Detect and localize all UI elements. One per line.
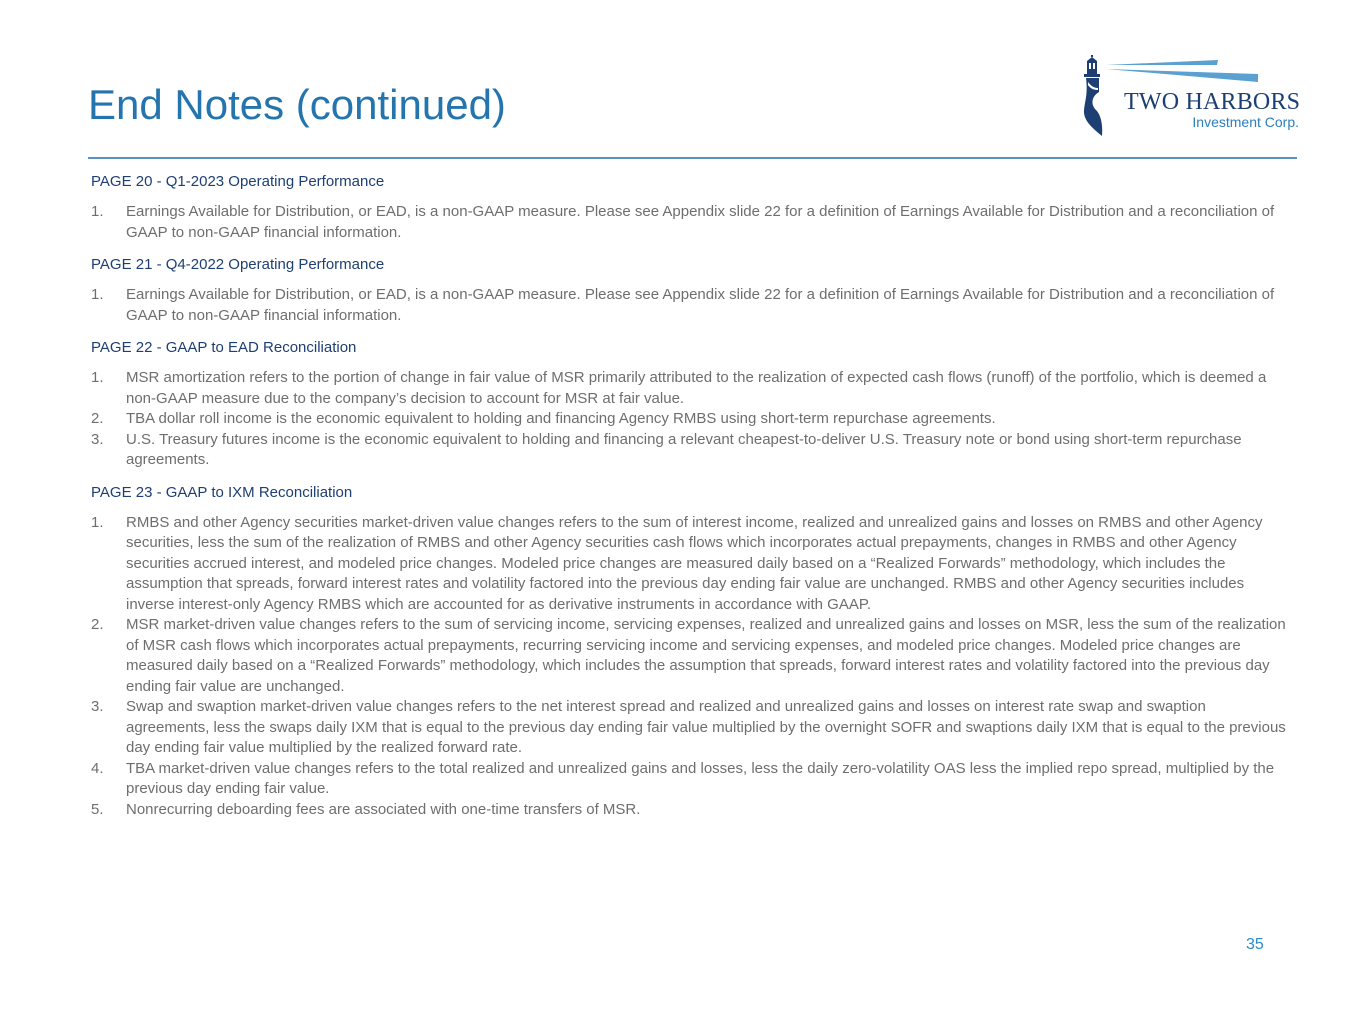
page-title: End Notes (continued) [88, 81, 506, 128]
note-text: TBA dollar roll income is the economic equivalent to holding and financing Agency RMBS using short-term repurchase agreements. [126, 410, 996, 427]
note-number: 1. [91, 369, 104, 386]
note-number: 3. [91, 430, 104, 448]
notes-list-page-23 [91, 513, 1286, 821]
note-number: 3. [91, 698, 104, 715]
logo-company-subtitle: Investment Corp. [1192, 114, 1299, 130]
list-item [91, 697, 1286, 759]
note-number: 2. [91, 616, 104, 633]
list-item [91, 202, 1286, 243]
page-number: 35 [1246, 936, 1264, 953]
list-item [91, 430, 1286, 471]
list-item [91, 615, 1286, 697]
list-item [91, 759, 1286, 800]
note-text: MSR market-driven value changes refers to the sum of servicing income, servicing expenses, realized and unrealized gains and losses on MSR, less the sum of the realization of MSR cash flows which incorporates actual prepayments, recurring servicing income and servicing expenses, and modeled price changes. Modeled price changes are measured daily based on a “Realized Forwards” methodology, which includes the assumption that spreads, forward interest rates and volatility factored into the previous day ending fair value are unchanged. [126, 616, 1286, 695]
note-number: 1. [91, 286, 104, 303]
note-text: Swap and swaption market-driven value changes refers to the net interest spread and realized and unrealized gains and losses on interest rate swap and swaption agreements, less the swaps daily IXM that is equal to the previous day ending fair value multiplied by the overnight SOFR and swaptions daily IXM that is equal to the previous day ending fair value multiplied by the realized forward rate. [126, 698, 1286, 756]
note-text: Nonrecurring deboarding fees are associated with one-time transfers of MSR. [126, 800, 641, 818]
end-notes-body [91, 172, 1286, 832]
notes-list-page-22 [91, 368, 1286, 471]
section-heading-page-23: PAGE 23 - GAAP to IXM Reconciliation [91, 483, 353, 501]
list-item [91, 409, 1286, 430]
company-logo [1078, 52, 1303, 142]
list-item [91, 368, 1286, 409]
section-heading-page-22: PAGE 22 - GAAP to EAD Reconciliation [91, 339, 357, 356]
notes-list-page-21 [91, 285, 1286, 326]
title-divider [88, 157, 1297, 159]
note-text: MSR amortization refers to the portion of change in fair value of MSR primarily attributed to the realization of expected cash flows (runoff) of the portfolio, which is deemed a non-GAAP measure due to the company’s decision to account for MSR at fair value. [126, 369, 1267, 407]
section-heading-page-20: PAGE 20 - Q1-2023 Operating Performance [91, 173, 385, 190]
note-text: TBA market-driven value changes refers to the total realized and unrealized gains and losses, less the daily zero-volatility OAS less the implied repo spread, multiplied by the previous day ending fair value. [126, 759, 1275, 797]
note-number: 5. [91, 800, 104, 818]
notes-list-page-20 [91, 202, 1286, 243]
logo-company-name: TWO HARBORS [1124, 89, 1301, 115]
note-number: 4. [91, 759, 104, 777]
list-item [91, 285, 1286, 326]
list-item [91, 800, 1286, 821]
note-text: U.S. Treasury futures income is the economic equivalent to holding and financing a relevant cheapest-to-deliver U.S. Treasury note or bond using short-term repurchase agreements. [126, 430, 1242, 468]
note-number: 1. [91, 513, 104, 531]
note-text: Earnings Available for Distribution, or EAD, is a non-GAAP measure. Please see Appendix slide 22 for a definition of Earnings Available for Distribution and a reconciliation of GAAP to non-GAAP financial information. [126, 286, 1275, 324]
list-item [91, 513, 1286, 616]
section-heading-page-21: PAGE 21 - Q4-2022 Operating Performance [91, 256, 385, 273]
note-number: 2. [91, 410, 104, 427]
note-text: Earnings Available for Distribution, or EAD, is a non-GAAP measure. Please see Appendix slide 22 for a definition of Earnings Available for Distribution and a reconciliation of GAAP to non-GAAP financial information. [126, 203, 1275, 241]
note-text: RMBS and other Agency securities market-driven value changes refers to the sum of interest income, realized and unrealized gains and losses on RMBS and other Agency securities, less the sum of the realization of RMBS and other Agency securities cash flows which incorporates actual prepayments, changes in RMBS and other Agency securities accrued interest, and modeled price changes. Modeled price changes are measured daily based on a “Realized Forwards” methodology, which includes the assumption that spreads, forward interest rates and volatility factored into the previous day ending fair value are unchanged. RMBS and other Agency securities includes inverse interest-only Agency RMBS which are accounted for as derivative instruments in accordance with GAAP. [126, 513, 1263, 613]
note-number: 1. [91, 203, 104, 220]
